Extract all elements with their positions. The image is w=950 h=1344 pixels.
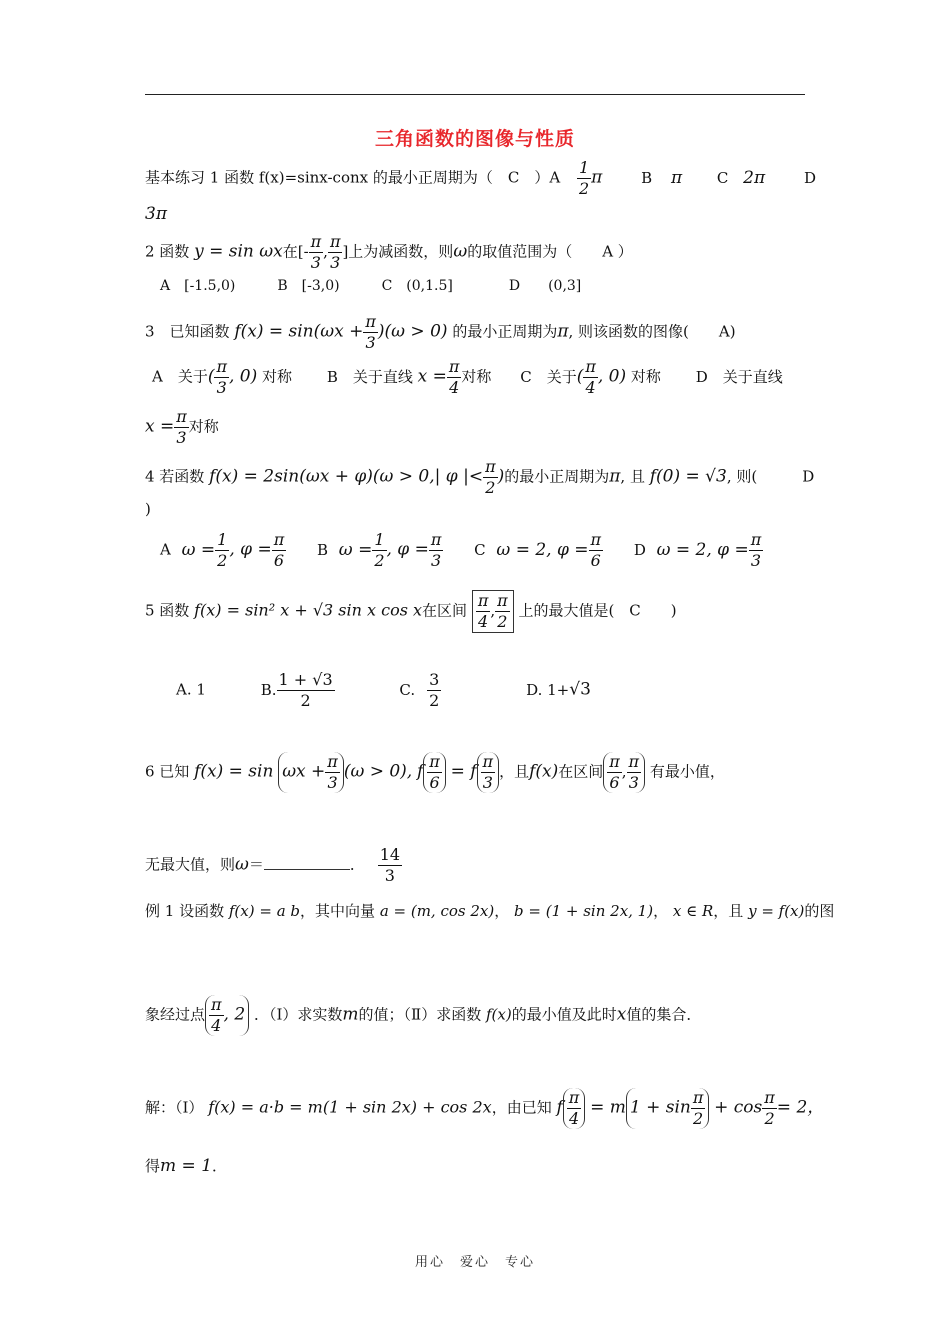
fraction: $\frac{\pi}{3}$ — [482, 752, 494, 792]
fraction: $\frac{\pi}{3}$ — [750, 530, 762, 570]
fraction: $\frac{\pi}{4}$ — [448, 357, 460, 397]
fraction: $\frac{\pi}{6}$ — [609, 752, 620, 792]
fraction: $\frac{\pi}{3}$ — [365, 312, 376, 352]
fraction: $\frac{\pi}{4}$ — [211, 995, 222, 1035]
question-6-line-2: 无最大值，则ω＝ ． $\frac{14}{3}$ — [145, 845, 401, 885]
question-2-options: A [-1.5,0) B [-3,0) C (0,1.5] D (0,3] — [160, 278, 582, 294]
fraction: $\frac{\pi}{6}$ — [590, 530, 602, 570]
fraction: $\frac{\pi}{3}$ — [310, 232, 322, 272]
interval-bracket: $\frac{\pi}{4}$ , $\frac{\pi}{2}$ — [472, 590, 514, 633]
paren: $\frac{\pi}{4}$ , 2 — [205, 995, 249, 1036]
paren — [477, 752, 500, 793]
solution-line-2: 得m = 1． — [145, 1156, 228, 1176]
fraction: $\frac{\pi}{2}$ — [497, 591, 508, 631]
solution: 解：（Ⅰ） f(x) = a·b = m(1 + sin 2x) + cos 2x，由已知 f $\frac{\pi}{4}$ = m 1 + sin $\frac{\pi}{2}$ + cos $\frac{\pi}{2}$ = 2， — [145, 1088, 825, 1128]
fraction: $\frac{\pi}{2}$ — [485, 457, 496, 497]
paren: $\frac{\pi}{6}$ , $\frac{\pi}{3}$ — [603, 752, 645, 793]
fraction: $\frac{\pi}{3}$ — [327, 752, 338, 792]
fraction: $\frac{1}{2}$ — [374, 530, 385, 570]
question-2: 2 函数 y = sin ωx在[- $\frac{\pi}{3}$ , $\frac{\pi}{3}$ ]上为减函数，则ω的取值范围为（ A ） — [145, 232, 633, 272]
fraction: $\frac{\pi}{4}$ — [585, 357, 596, 397]
question-4-options: A ω = $\frac{1}{2}$ , φ = $\frac{\pi}{6}$ B ω = $\frac{1}{2}$ , φ = $\frac{\pi}{3}$ C ω = 2, φ = $\frac{\pi}{6}$ D ω = 2, φ = $\frac{\pi}{3}$ — [160, 530, 762, 570]
fraction: $\frac{\pi}{4}$ — [477, 591, 489, 631]
paren: ωx + $\frac{\pi}{3}$ — [278, 752, 344, 793]
question-1: 基本练习 1 函数 f(x)=sinx-conx 的最小正周期为（ C ）A $\frac{1}{2}$ π B π C 2π D — [145, 158, 816, 198]
fraction: $\frac{\pi}{6}$ — [273, 530, 285, 570]
page-footer: 用心 爱心 专心 — [414, 1255, 535, 1270]
question-4-close: ) — [145, 500, 151, 518]
header-rule — [145, 94, 805, 95]
page-title: 三角函数的图像与性质 — [374, 128, 575, 150]
question-6: 6 已知 f(x) = sin ωx + $\frac{\pi}{3}$ (ω > 0), f $\frac{\pi}{6}$ = f $\frac{\pi}{3}$ ，且f(x)在区间 $\frac{\pi}{6}$ , $\frac{\pi}{3}$ 有最小值， — [145, 752, 725, 792]
example-1: 例 1 设函数 f(x) = a b，其中向量 a = (m, cos 2x)， b = (1 + sin 2x, 1)， x ∈ R，且 y = f(x)的图 — [145, 902, 835, 920]
fraction: $\frac{\pi}{3}$ — [216, 357, 227, 397]
question-3-options: A 关于( $\frac{\pi}{3}$ , 0) 对称 B 关于直线 x = $\frac{\pi}{4}$ 对称 C 关于( $\frac{\pi}{4}$ , 0) 对称 D 关于直线 — [152, 357, 783, 397]
fraction: $\frac{\pi}{3}$ — [329, 232, 341, 272]
fraction: $\frac{1}{2}$ — [217, 530, 228, 570]
answer-fraction: $\frac{14}{3}$ — [379, 845, 401, 885]
fraction: $\frac{1}{2}$ — [578, 158, 590, 198]
example-1-line-2: 象经过点 $\frac{\pi}{4}$ , 2 ．（Ⅰ）求实数m的值；（Ⅱ）求函数 f(x)的最小值及此时x值的集合． — [145, 995, 702, 1035]
fraction: $\frac{\pi}{3}$ — [430, 530, 442, 570]
fraction: $\frac{\pi}{3}$ — [176, 407, 187, 447]
fraction: $\frac{\pi}{3}$ — [628, 752, 640, 792]
paren: 1 + sin $\frac{\pi}{2}$ — [626, 1088, 710, 1129]
question-3: 3 已知函数 f(x) = sin(ωx + $\frac{\pi}{3}$ )(ω > 0) 的最小正周期为π, 则该函数的图像( A) — [145, 312, 736, 352]
fraction: $\frac{\pi}{2}$ — [764, 1088, 775, 1128]
question-5-options: A. 1 B. $\frac{1 + √3}{2}$ C. $\frac{3}{2}$ D. 1+√3 — [176, 670, 591, 710]
paren — [423, 752, 446, 793]
question-4: 4 若函数 f(x) = 2sin(ωx + φ)(ω > 0,| φ |< $\frac{\pi}{2}$ )的最小正周期为π, 且 f(0) = √3, 则( D — [145, 457, 815, 497]
fraction: $\frac{\pi}{6}$ — [429, 752, 440, 792]
fraction: $\frac{\pi}{2}$ — [692, 1088, 704, 1128]
question-5: 5 函数 f(x) = sin² x + √3 sin x cos x在区间 $\frac{\pi}{4}$ , $\frac{\pi}{2}$ 上的最大值是( C ) — [145, 591, 677, 631]
paren — [563, 1088, 586, 1129]
q1-option-d-value: 3π — [145, 204, 167, 224]
fraction: $\frac{\pi}{4}$ — [568, 1088, 580, 1128]
question-3-option-d: x = $\frac{\pi}{3}$ 对称 — [145, 407, 219, 447]
fraction: $\frac{3}{2}$ — [429, 670, 440, 710]
answer-blank — [264, 855, 350, 870]
fraction: $\frac{1 + √3}{2}$ — [278, 670, 333, 710]
